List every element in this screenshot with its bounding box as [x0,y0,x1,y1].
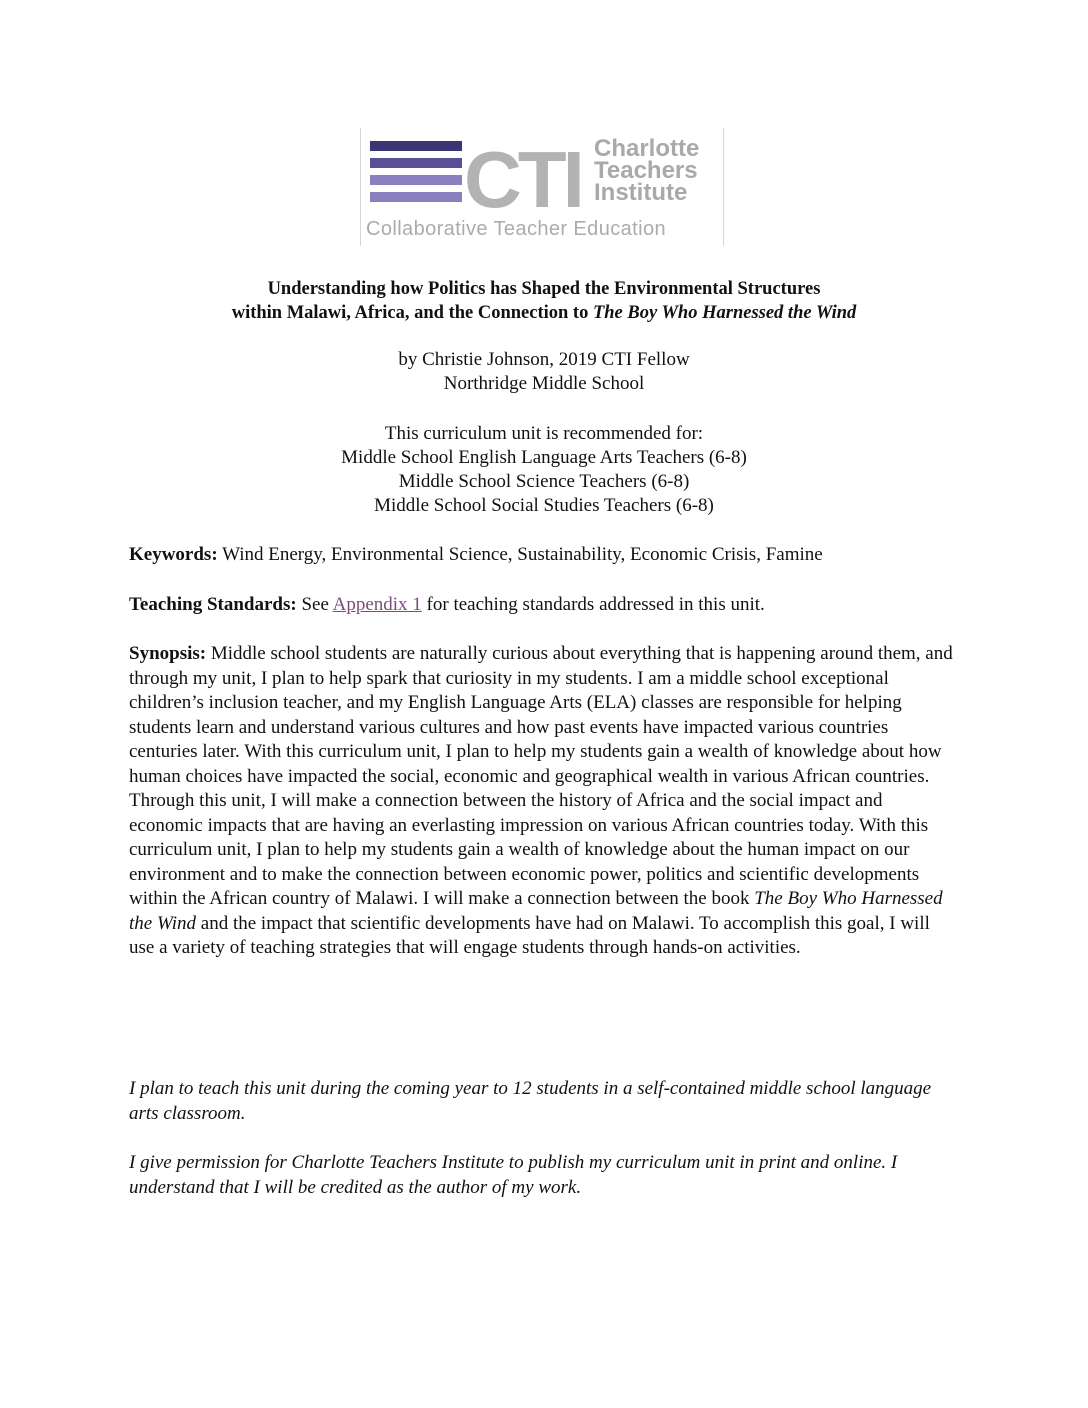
audience-item: Middle School English Language Arts Teachers (6-8) [341,447,747,468]
synopsis-paragraph [129,642,959,961]
keywords-paragraph [129,543,959,568]
permission-statement: I give permission for Charlotte Teachers Institute to publish my curriculum unit in print and online. I understand that I will be credited as the author of my work. [129,1152,898,1198]
title-book-name: The Boy Who Harnessed the Wind [592,303,857,323]
cti-logo [360,128,724,248]
standards-post: for teaching standards addressed in this unit. [421,594,765,615]
synopsis-label: Synopsis: [129,643,207,664]
logo-bar-3 [370,175,462,185]
document-title [0,277,1088,325]
standards-paragraph [129,593,959,618]
logo-tagline: Collaborative Teacher Education [366,218,666,240]
keywords-label: Keywords: [129,544,218,565]
audience-item: Middle School Social Studies Teachers (6-8) [374,495,714,516]
title-line-1: Understanding how Politics has Shaped the Environmental Structures [267,279,821,299]
recommended-intro: This curriculum unit is recommended for: [384,423,704,444]
logo-name-line: Institute [594,179,688,206]
appendix-link[interactable]: Appendix 1 [332,594,422,615]
school-line: Northridge Middle School [443,373,645,394]
logo-mark: CTI [464,135,581,224]
title-line-2-text: within Malawi, Africa, and the Connection to [231,303,593,323]
keywords-text: Wind Energy, Environmental Science, Sustainability, Economic Crisis, Famine [217,544,823,565]
logo-bar-4 [370,192,462,202]
logo-bar-2 [370,158,462,168]
teaching-plan-statement: I plan to teach this unit during the coming year to 12 students in a self-contained middle school language arts classroom. [129,1078,932,1124]
logo-name-line: Charlotte [594,135,700,162]
standards-pre: See [296,594,333,615]
title-line-2 [0,301,1088,325]
recommended-for [0,422,1088,518]
synopsis-book-title: The Boy Who Harnessed the Wind [129,888,943,934]
synopsis-text-2: and the impact that scientific developments have had on Malawi. To accomplish this goal, I will use a variety of teaching strategies that will engage students through hands-on activities. [129,912,930,958]
logo-name [594,135,700,206]
audience-item: Middle School Science Teachers (6-8) [398,471,690,492]
synopsis-text-1: Middle school students are naturally curious about everything that is happening around them, and through my unit, I plan to help spark that curiosity in my students. I am a middle school exceptional children’s inclusion teacher, and my English Language Arts (ELA) classes are responsible for helping students learn and understand various cultures and how past events have impacted various countries centuries later. With this curriculum unit, I plan to help my students gain a wealth of knowledge about how human choices have impacted the social, economic and geographical wealth in various African countries. Through this unit, I will make a connection between the history of Africa and the social impact and economic impacts that are having an everlasting impression on various African countries today. With this curriculum unit, I plan to help my students gain a wealth of knowledge about the human impact on our environment and to make the connection between economic power, politics and scientific developments within the African country of Malawi. I will make a connection between the book [129,643,953,909]
author-line: by Christie Johnson, 2019 CTI Fellow [398,349,690,370]
logo-name-line: Teachers [594,157,698,184]
logo-bar-1 [370,141,462,151]
standards-label: Teaching Standards: [129,594,297,615]
byline [0,348,1088,396]
